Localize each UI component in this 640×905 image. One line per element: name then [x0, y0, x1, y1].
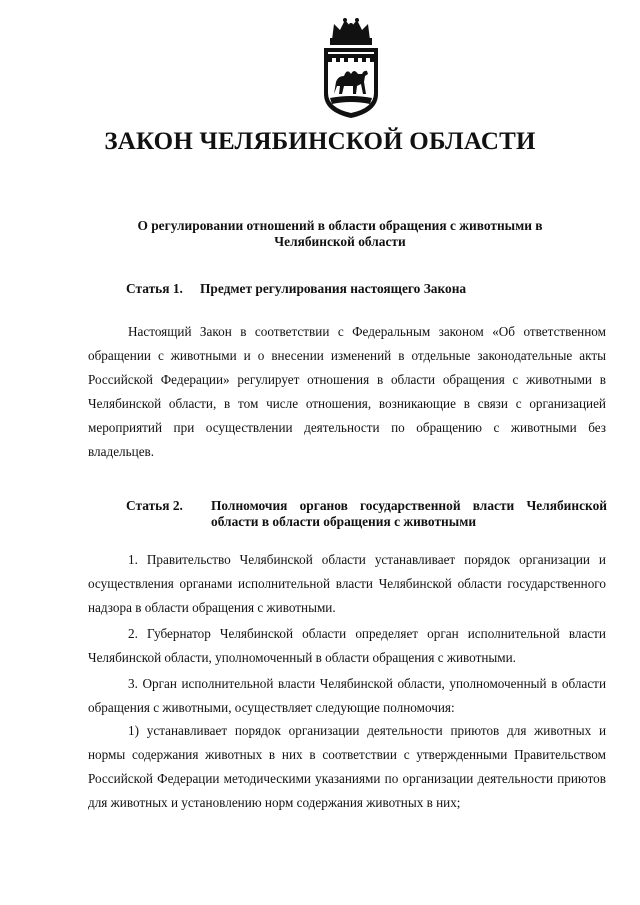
coat-of-arms-icon — [318, 16, 384, 120]
article-2-number: Статья 2. — [126, 498, 183, 513]
article-1-paragraph-1: Настоящий Закон в соответствии с Федеральным законом «Об ответственном обращении с животными и о внесении изменений в отдельные законодательные акты Российской Федерации» регулирует отношения в области обращения с животными в Челябинской области, в том числе отношения, возникающие в связи с организацией мероприятий при осуществлении деятельности по обращению с животными без владельцев. — [88, 324, 606, 459]
article-1-number: Статья 1. — [126, 281, 183, 296]
article-2-paragraph-4: 1) устанавливает порядок организации деятельности приютов для животных и нормы содержания животных в них в соответствии с утвержденными Правительством Российской Федерации методическими указаниями по организации деятельности приютов для животных и установлению норм содержания животных в них; — [88, 723, 606, 810]
article-2-paragraph-2: 2. Губернатор Челябинской области определяет орган исполнительной власти Челябинской области, уполномоченный в области обращения с животными. — [88, 626, 606, 665]
article-2-paragraph-3: 3. Орган исполнительной власти Челябинской области, уполномоченный в области обращения с животными, осуществляет следующие полномочия: — [88, 676, 606, 715]
document-title: ЗАКОН ЧЕЛЯБИНСКОЙ ОБЛАСТИ — [104, 128, 536, 155]
article-2-paragraph-1: 1. Правительство Челябинской области устанавливает порядок организации и осуществления органами исполнительной власти Челябинской области государственного надзора в области обращения с животными. — [88, 552, 606, 615]
article-2-heading: Полномочия органов государственной власти Челябинской области в области обращения с животными — [211, 498, 607, 529]
document-subtitle: О регулировании отношений в области обращения с животными в Челябинской области — [137, 218, 543, 249]
article-1-heading: Предмет регулирования настоящего Закона — [200, 281, 467, 296]
